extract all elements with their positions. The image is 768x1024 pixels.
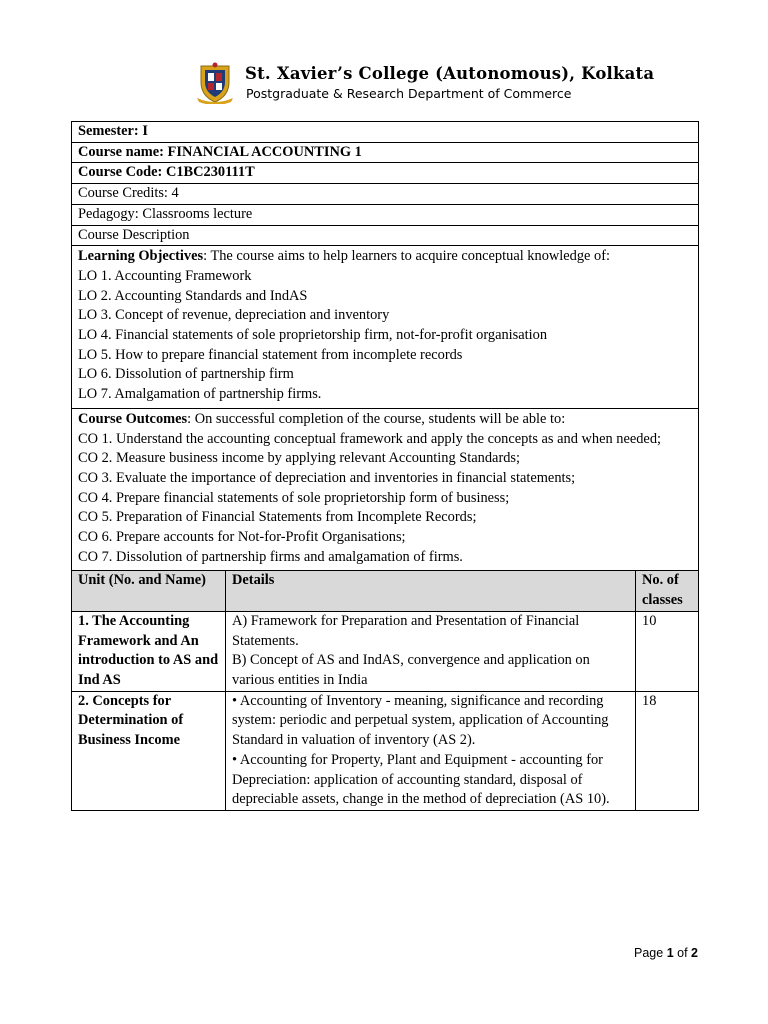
page-of: of — [677, 946, 688, 960]
objective-item: LO 3. Concept of revenue, depreciation and inventory — [78, 307, 390, 324]
unit-classes: 10 — [636, 611, 699, 691]
objectives-intro — [78, 247, 693, 267]
units-header-row — [72, 571, 699, 611]
semester-label: Semester: — [78, 123, 139, 139]
outcome-item: CO 5. Preparation of Financial Statements from Incomplete Records; — [78, 509, 477, 526]
detail-item: B) Concept of AS and IndAS, convergence and application on various entities in India — [232, 652, 590, 688]
page-number — [634, 946, 698, 960]
objective-item: LO 7. Amalgamation of partnership firms. — [78, 386, 322, 403]
pedagogy: Pedagogy: Classrooms lecture — [72, 204, 699, 225]
college-name: St. Xavier’s College (Autonomous), Kolkata — [245, 64, 655, 83]
page-word: Page — [634, 946, 664, 960]
detail-item: • Accounting of Inventory - meaning, significance and recording system: periodic and perpetual system, application of Accounting Standard in valuation of inventory (AS 2). — [232, 692, 609, 749]
learning-objectives-row — [72, 246, 699, 409]
objective-item: LO 1. Accounting Framework — [78, 267, 252, 284]
course-name-value: FINANCIAL ACCOUNTING 1 — [167, 143, 362, 160]
unit-details — [226, 691, 636, 810]
table-row — [72, 691, 699, 810]
unit-classes: 18 — [636, 691, 699, 810]
objective-item: LO 5. How to prepare financial statement from incomplete records — [78, 346, 463, 363]
course-description: Course Description — [72, 225, 699, 246]
course-code-row — [72, 163, 699, 184]
unit-name: 2. Concepts for Determination of Business Income — [72, 691, 226, 810]
department-name: Postgraduate & Research Department of Commerce — [246, 86, 572, 101]
header-classes: No. of classes — [636, 571, 699, 611]
college-crest-icon — [195, 62, 235, 104]
outcomes-intro-text: : On successful completion of the course, students will be able to: — [187, 410, 566, 427]
course-outcomes-row — [72, 408, 699, 571]
unit-details — [226, 611, 636, 691]
semester-row — [72, 122, 699, 143]
page-header — [195, 60, 655, 110]
course-name-row — [72, 142, 699, 163]
header-details: Details — [226, 571, 636, 611]
outcomes-intro — [78, 410, 693, 430]
course-credits: Course Credits: 4 — [72, 184, 699, 205]
outcome-item: CO 4. Prepare financial statements of sole proprietorship form of business; — [78, 489, 510, 506]
outcomes-label: Course Outcomes — [78, 410, 188, 427]
outcome-item: CO 3. Evaluate the importance of depreciation and inventories in financial statements; — [78, 469, 576, 486]
detail-item: A) Framework for Preparation and Presentation of Financial Statements. — [232, 612, 580, 649]
objectives-label: Learning Objectives — [78, 248, 204, 265]
unit-name: 1. The Accounting Framework and An introduction to AS and Ind AS — [72, 611, 226, 691]
page-current: 1 — [666, 946, 674, 960]
outcome-item: CO 7. Dissolution of partnership firms and amalgamation of firms. — [78, 548, 463, 565]
outcome-item: CO 6. Prepare accounts for Not-for-Profit Organisations; — [78, 529, 406, 546]
objective-item: LO 6. Dissolution of partnership firm — [78, 366, 294, 383]
objective-item: LO 2. Accounting Standards and IndAS — [78, 287, 308, 304]
outcome-item: CO 2. Measure business income by applying relevant Accounting Standards; — [78, 450, 521, 467]
header-unit: Unit (No. and Name) — [72, 571, 226, 611]
outcome-item: CO 1. Understand the accounting conceptual framework and apply the concepts as and when needed; — [78, 430, 662, 447]
course-code-label: Course Code: — [78, 164, 163, 181]
semester-value: I — [142, 123, 148, 139]
objective-item: LO 4. Financial statements of sole proprietorship firm, not-for-profit organisation — [78, 327, 548, 344]
page-total: 2 — [691, 946, 698, 960]
course-table — [71, 121, 699, 811]
objectives-intro-text: : The course aims to help learners to acquire conceptual knowledge of: — [203, 248, 611, 265]
course-credits-row — [72, 184, 699, 205]
course-name-label: Course name: — [78, 143, 164, 160]
pedagogy-row — [72, 204, 699, 225]
detail-item: • Accounting for Property, Plant and Equipment - accounting for Depreciation: application of accounting standard, disposal of depreciable assets, change in the method of depreciation (AS 10). — [232, 751, 610, 808]
table-row — [72, 611, 699, 691]
course-description-row — [72, 225, 699, 246]
course-code-value: C1BC230111T — [165, 164, 255, 181]
